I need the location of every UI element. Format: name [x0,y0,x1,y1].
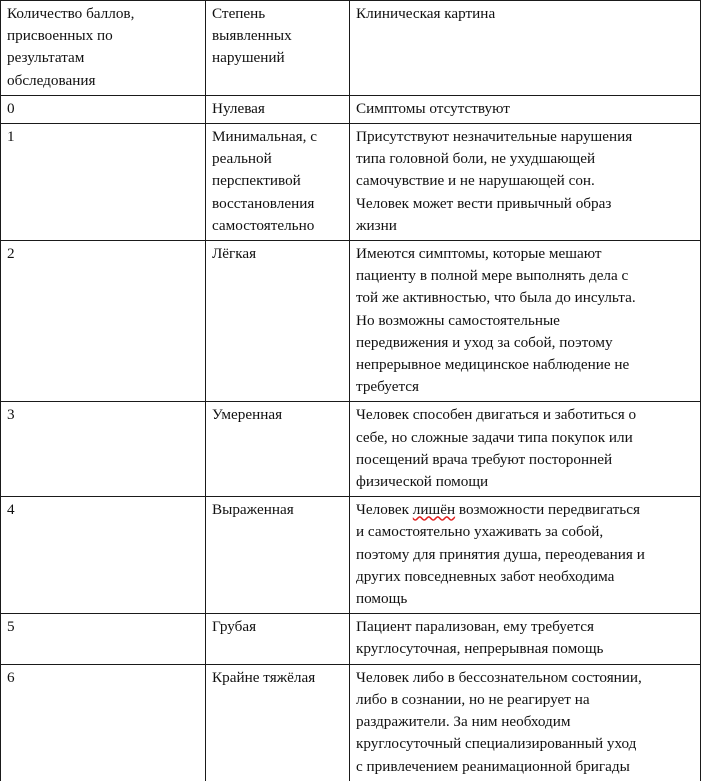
score-value: 6 [7,668,15,686]
table-row [1,664,701,781]
table-row [1,241,701,402]
table-row [1,497,701,614]
table-header-row [1,1,701,96]
clinical-line: жизни [356,216,397,234]
cell-clinical [350,402,701,497]
degree-line: реальной [212,150,272,168]
degree-line: восстановления [212,194,315,212]
cell-score [1,241,206,402]
score-value: 2 [7,245,15,263]
clinical-line: поэтому для принятия душа, переодевания и [356,545,645,563]
header-score-line-1: Количество баллов, [7,5,135,22]
clinical-line: непрерывное медицинское наблюдение не [356,356,630,374]
degree-line: Грубая [212,618,257,636]
clinical-line: посещений врача требуют посторонней [356,450,613,468]
column-header-degree [206,1,350,96]
clinical-line: Человек либо в бессознательном состоянии, [356,668,642,686]
clinical-line: Симптомы отсутствуют [356,99,510,117]
header-clinical-line-1: Клиническая картина [356,5,496,22]
score-value: 4 [7,501,15,519]
score-value: 1 [7,128,15,146]
cell-clinical [350,664,701,781]
degree-line: Нулевая [212,99,265,117]
table-row [1,402,701,497]
cell-score [1,124,206,241]
header-score-line-4: обследования [7,71,96,89]
degree-line: Выраженная [212,501,294,519]
clinical-line: передвижения и уход за собой, поэтому [356,333,613,351]
clinical-line: физической помощи [356,473,489,491]
cell-clinical [350,614,701,664]
cell-clinical [350,241,701,402]
clinical-line: круглосуточная, непрерывная помощь [356,640,604,658]
degree-line: Крайне тяжёлая [212,668,316,686]
clinical-line: Но возможны самостоятельные [356,311,560,329]
misspelled-word: лишён [412,501,456,519]
clinical-line: Присутствуют незначительные нарушения [356,128,633,146]
table-row [1,614,701,664]
cell-score [1,614,206,664]
cell-clinical [350,497,701,614]
cell-score [1,95,206,123]
cell-degree [206,95,350,123]
degree-line: самостоятельно [212,216,315,234]
clinical-line: себе, но сложные задачи типа покупок или [356,428,633,446]
score-value: 0 [7,99,15,117]
clinical-line: круглосуточный специализированный уход [356,735,637,753]
degree-line: Умеренная [212,406,283,424]
clinical-text-before-misspelling: Человек [356,501,413,519]
cell-degree [206,614,350,664]
cell-degree [206,241,350,402]
clinical-line: раздражители. За ним необходим [356,713,571,731]
degree-line: перспективой [212,172,301,190]
cell-degree [206,664,350,781]
header-score-line-2: присвоенных по [7,27,113,45]
clinical-line: Человек способен двигаться и заботиться о [356,406,637,424]
clinical-line-with-misspelling [356,499,694,521]
score-value: 3 [7,406,15,424]
clinical-line: с привлечением реанимационной бригады [356,757,630,775]
cell-score [1,402,206,497]
cell-score [1,497,206,614]
clinical-line: требуется [356,378,419,396]
clinical-line: пациенту в полной мере выполнять дела с [356,267,629,285]
clinical-line: типа головной боли, не ухудшающей [356,150,596,168]
score-value: 5 [7,618,15,636]
column-header-score [1,1,206,96]
column-header-clinical [350,1,701,96]
cell-score [1,664,206,781]
cell-clinical [350,124,701,241]
clinical-line: и самостоятельно ухаживать за собой, [356,523,604,541]
clinical-line: самочувствие и не нарушающей сон. [356,172,595,190]
clinical-text-after-misspelling: возможности передвигаться [455,501,640,519]
cell-degree [206,402,350,497]
cell-clinical [350,95,701,123]
degree-line: Минимальная, с [212,128,317,146]
clinical-line: Пациент парализован, ему требуется [356,618,594,636]
clinical-line: Человек может вести привычный образ [356,194,612,212]
cell-degree [206,124,350,241]
clinical-line: помощь [356,590,408,608]
clinical-line: Имеются симптомы, которые мешают [356,245,602,263]
header-degree-line-1: Степень [212,5,266,22]
header-degree-line-2: выявленных [212,27,292,45]
clinical-line: других повседневных забот необходима [356,567,615,585]
clinical-line: либо в сознании, но не реагирует на [356,690,590,708]
table-row [1,95,701,123]
clinical-line: той же активностью, что была до инсульта. [356,289,636,307]
degree-line: Лёгкая [212,245,257,263]
table-row [1,124,701,241]
cell-degree [206,497,350,614]
header-score-line-3: результатам [7,49,85,67]
header-degree-line-3: нарушений [212,49,285,67]
